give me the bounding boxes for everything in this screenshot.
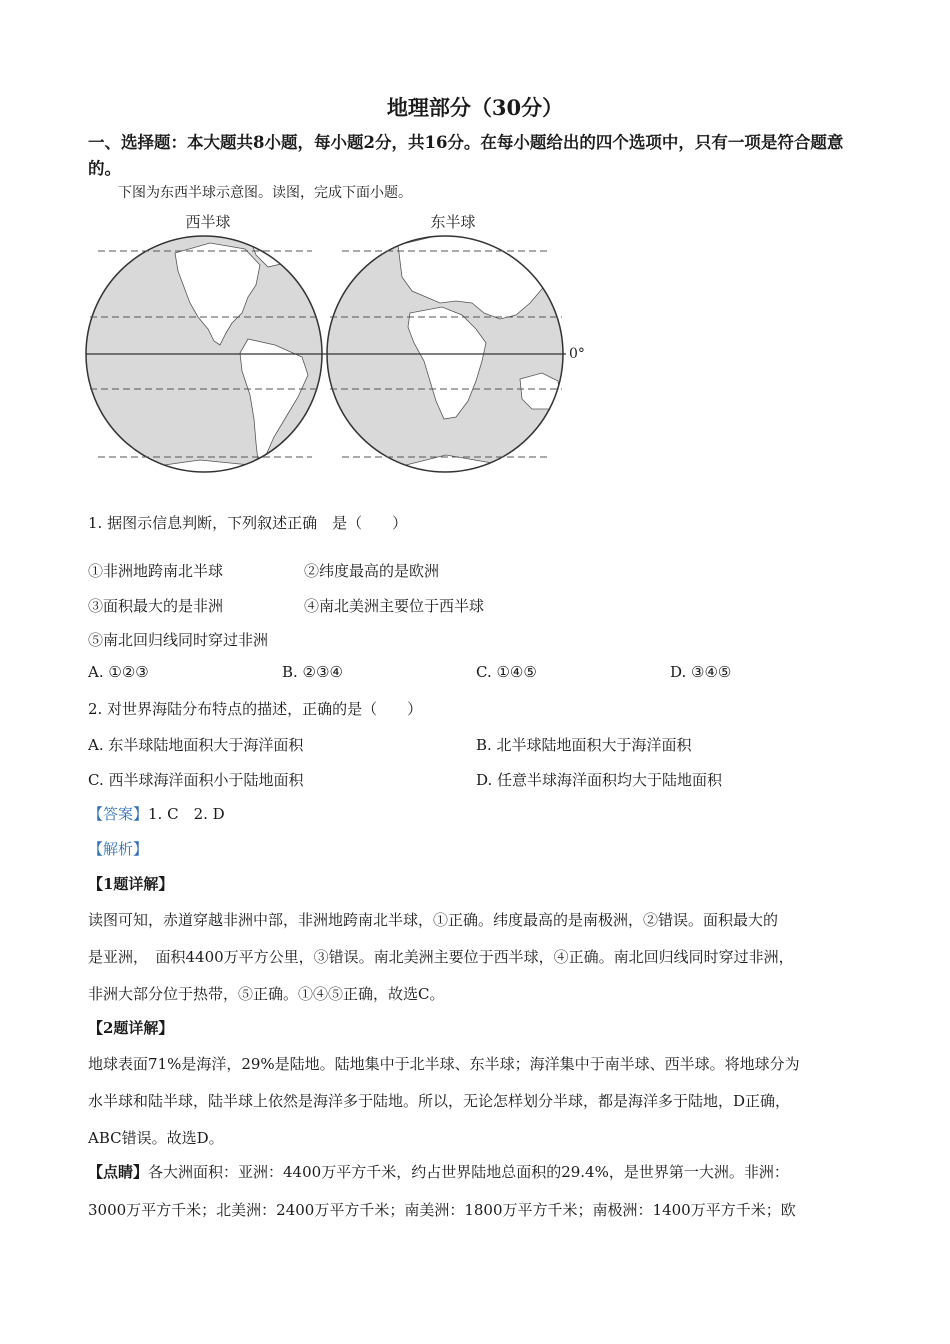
detail1-line-3: 非洲大部分位于热带，⑤正确。①④⑤正确，故选C。 [88,985,445,1003]
map-intro: 下图为东西半球示意图。读图，完成下面小题。 [118,185,412,201]
equator-label: 0° [569,346,585,362]
east-hemisphere-label: 东半球 [430,213,476,231]
q1-stem: 1. 据图示信息判断，下列叙述正确 是（ ） [88,514,408,532]
q2-stem: 2. 对世界海陆分布特点的描述，正确的是（ ） [88,700,423,718]
tip-label: 【点睛】 [88,1163,149,1181]
section-heading: 一、选择题：本大题共8小题，每小题2分，共16分。在每小题给出的四个选项中，只有一项是符合题意的。 [88,133,844,178]
detail2-line-3: ABC错误。故选D。 [88,1129,224,1147]
detail1-line-2: 是亚洲， 面积4400万平方公里，③错误。南北美洲主要位于西半球，④正确。南北回归线同时穿过非洲， [88,948,794,966]
detail1-heading: 【1题详解】 [88,875,174,893]
q2-option-c: C. 西半球海洋面积小于陆地面积 [88,771,304,789]
answer-line [88,803,225,824]
q1-option-a: A. ①②③ [88,663,149,681]
analysis-label: 【解析】 [88,840,149,858]
q2-option-b: B. 北半球陆地面积大于海洋面积 [476,736,692,754]
q2-option-d: D. 任意半球海洋面积均大于陆地面积 [476,771,723,789]
q1-statement-1: ①非洲地跨南北半球 [88,562,224,580]
west-hemisphere-label: 西半球 [185,213,231,231]
detail2-heading: 【2题详解】 [88,1019,174,1037]
hemispheres-map [80,205,600,483]
western-hemisphere [86,235,322,480]
tip-line-1 [88,1161,789,1182]
q1-statement-4: ④南北美洲主要位于西半球 [304,597,485,615]
answer-text: 1. C 2. D [148,805,225,823]
q1-statement-2: ②纬度最高的是欧洲 [304,562,440,580]
page-title: 地理部分（30分） [386,95,564,120]
q1-option-b: B. ②③④ [282,663,343,681]
q1-statement-3: ③面积最大的是非洲 [88,597,224,615]
answer-label: 【答案】 [88,805,149,823]
tip-text-1: 各大洲面积：亚洲：4400万平方千米，约占世界陆地总面积的29.4%，是世界第一大洲。非洲： [148,1163,789,1181]
detail1-line-1: 读图可知，赤道穿越非洲中部，非洲地跨南北半球，①正确。纬度最高的是南极洲，②错误。面积最大的 [88,911,779,929]
q2-option-a: A. 东半球陆地面积大于海洋面积 [88,736,304,754]
eastern-hemisphere [327,233,563,480]
q1-option-d: D. ③④⑤ [670,663,732,681]
detail2-line-1: 地球表面71%是海洋，29%是陆地。陆地集中于北半球、东半球；海洋集中于南半球、西半球。将地球分为 [88,1055,800,1073]
q1-statement-5: ⑤南北回归线同时穿过非洲 [88,631,269,649]
tip-line-2: 3000万平方千米；北美洲：2400万平方千米；南美洲：1800万平方千米；南极洲：1400万平方千米；欧 [88,1201,796,1219]
detail2-line-2: 水半球和陆半球，陆半球上依然是海洋多于陆地。所以，无论怎样划分半球，都是海洋多于陆地，D正确， [88,1092,791,1110]
q1-option-c: C. ①④⑤ [476,663,537,681]
